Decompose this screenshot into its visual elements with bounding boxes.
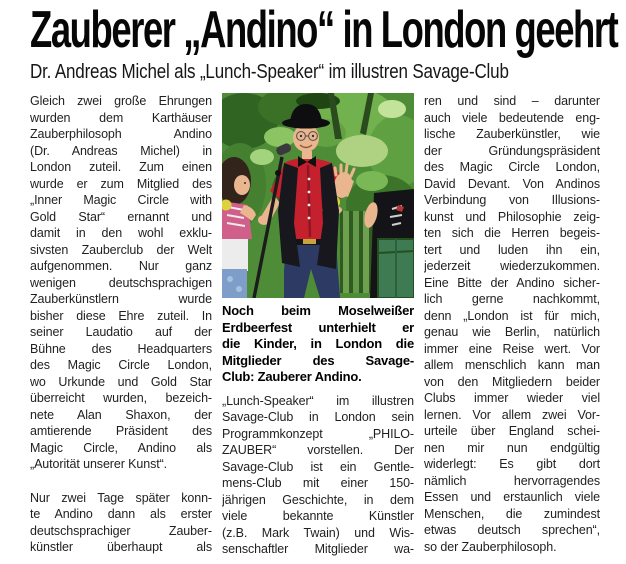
text-line: auch viele bedeutende eng-: [424, 110, 600, 125]
text-line: David Devant. Von Andinos: [424, 176, 600, 191]
text-line: immer eine Reise wert. Vor: [424, 341, 600, 356]
text-line: tert und luden ihn ein,: [424, 242, 600, 257]
text-line: Mitglieder des Savage-: [222, 352, 414, 368]
article-photo: [222, 93, 414, 298]
text-line: lich gerne nachkommt,: [424, 292, 600, 306]
text-line: etwas deutsch sprechen“,: [424, 523, 600, 537]
text-line: nen mir nun endgültig: [424, 440, 600, 455]
text-line: Savage-Club in London sein: [222, 410, 414, 424]
text-line: Gleich zwei große Ehrungen: [30, 94, 212, 108]
text-line: „Inner Magic Circle with: [30, 193, 212, 207]
text-line: lische Zauberkünstler, wie: [424, 127, 600, 141]
text-line: wurde er zum Mitglied des: [30, 176, 212, 191]
text-line: Menschen, die zumindest: [424, 506, 600, 521]
text-line: aufgenommen. Nur ganz: [30, 259, 212, 273]
text-line: denn „London ist für mich,: [424, 308, 600, 323]
text-line: seiner Laudatio auf der: [30, 325, 212, 339]
text-line: ren und sind – darunter: [424, 94, 600, 108]
text-line: urteile über England schei-: [424, 424, 600, 438]
text-line: wo Urkunde und Gold Star: [30, 374, 212, 389]
text-line: so der Zauberphilosoph.: [424, 539, 557, 554]
article-subheadline: Dr. Andreas Michel als „Lunch-Speaker“ im illustren Savage-Club: [30, 61, 509, 83]
photo-green-box: [378, 239, 414, 298]
text-line: viele bekannte Künstler: [222, 509, 414, 523]
text-line: mens-Club mit einer 150-: [222, 476, 414, 490]
text-line: lernen. Vor allem zwei Vor-: [424, 407, 600, 422]
text-line: von den Mitgliedern beider: [424, 374, 600, 389]
text-line: deutschsprachiger Zauber-: [30, 523, 212, 538]
text-line: „Autorität unserer Kunst“.: [30, 457, 168, 471]
column-left: [30, 93, 212, 558]
text-line: ten sich die Herren begeis-: [424, 226, 600, 240]
text-line: te Andino dann als erster: [30, 507, 212, 521]
text-line: Gold Star“ ernannt und: [30, 209, 212, 224]
text-line: Verbindung von Illusions-: [424, 193, 600, 207]
column-right: [424, 93, 600, 558]
text-line: Zauberphilosoph Andino: [30, 127, 212, 141]
text-line: Programmkonzept „PHILO-: [222, 426, 414, 441]
text-line: London zuteil. Zum einen: [30, 160, 212, 174]
text-line: amtierende Präsident des: [30, 424, 212, 438]
text-line: „Lunch-Speaker“ im illustren: [222, 393, 414, 408]
text-line: (z.B. Mark Twain) und Wis-: [222, 525, 414, 540]
text-line: damit in den wohl exklu-: [30, 226, 212, 240]
text-line: Erdbeerfest unterhielt er: [222, 319, 414, 335]
text-line: sivsten Zauberclub der Welt: [30, 242, 212, 257]
text-line: überreicht wurden, bezeich-: [30, 391, 212, 405]
text-line: Eine Bitte der Andino sicher-: [424, 275, 600, 290]
text-line: Clubs immer wieder viel: [424, 391, 600, 405]
paragraph-3: [222, 393, 414, 558]
text-line: jederzeit wiederzukommen.: [424, 259, 600, 273]
text-line: die Kinder, in London die: [222, 336, 414, 351]
text-line: senschaftler Mitglieder wa-: [222, 542, 414, 556]
text-line: (Dr. Andreas Michel) in: [30, 143, 212, 158]
text-line: der Gründungspräsident: [424, 143, 600, 158]
paragraph-4: [424, 93, 600, 555]
text-line: jährigen Geschichte, in dem: [222, 492, 414, 507]
text-line: Noch beim Moselweißer: [222, 303, 414, 318]
text-line: Bühne des Headquarters: [30, 341, 212, 356]
paragraph-1: [30, 93, 212, 473]
text-line: Club: Zauberer Andino.: [222, 369, 362, 384]
article-columns: [30, 93, 600, 558]
text-line: wurden dem Karthäuser: [30, 110, 212, 125]
text-line: bisher diese Ehre zuteil. In: [30, 308, 212, 323]
text-line: Essen und erstaunlich viele: [424, 490, 600, 504]
article-headline: Zauberer „Andino“ in London geehrt: [30, 1, 618, 59]
column-middle: [222, 93, 414, 558]
text-line: nämlich hervorragendes: [424, 473, 600, 488]
paragraph-2: [30, 490, 212, 556]
photo-caption: [222, 303, 414, 386]
text-line: kunst und Philosophie zeig-: [424, 209, 600, 224]
text-line: genau wie Berlin, natürlich: [424, 325, 600, 339]
text-line: des Magic Circle London,: [424, 160, 600, 174]
text-line: künstler überhaupt als: [30, 540, 212, 554]
text-line: widerlegt: Es gibt dort: [424, 457, 600, 471]
text-line: wenigen deutschsprachigen: [30, 275, 212, 290]
text-line: Magic Circle, Andino als: [30, 440, 212, 455]
text-line: des Magic Circle London,: [30, 358, 212, 372]
text-line: Nur zwei Tage später konn-: [30, 490, 212, 505]
text-line: ZAUBER“ vorstellen. Der: [222, 443, 414, 457]
text-line: nete Alan Shaxon, der: [30, 407, 212, 422]
text-line: allem menschlich kann man: [424, 358, 600, 372]
text-line: Zauberkünstlern wurde: [30, 292, 212, 306]
text-line: Savage-Club ist ein Gentle-: [222, 459, 414, 474]
